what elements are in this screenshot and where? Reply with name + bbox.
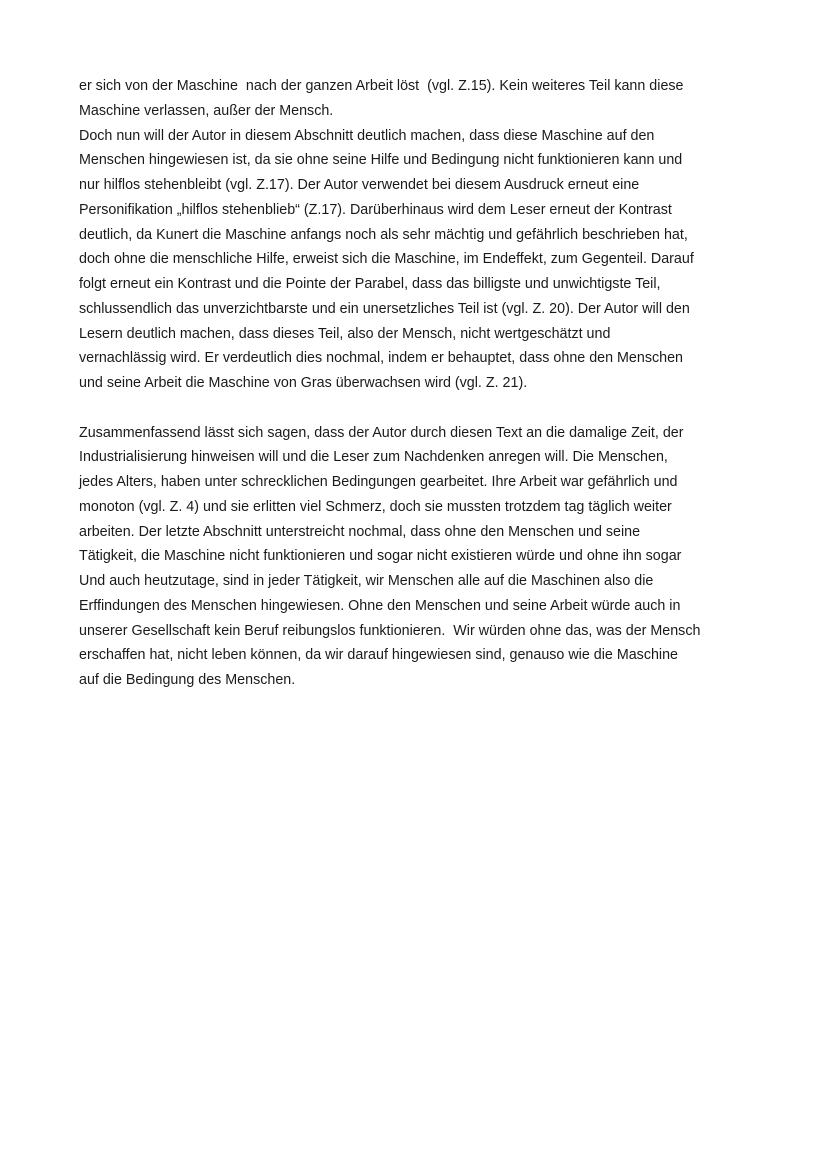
text-line: nur hilflos stehenbleibt (vgl. Z.17). Der Autor verwendet bei diesem Ausdruck erneut eine — [79, 177, 640, 193]
text-line: Tätigkeit, die Maschine nicht funktionieren und sogar nicht existieren würde und ohne ihn sogar — [79, 548, 682, 565]
text-line: und seine Arbeit die Maschine von Gras überwachsen wird (vgl. Z. 21). — [79, 375, 528, 391]
text-line: Maschine verlassen, außer der Mensch. — [79, 102, 334, 119]
text-line: erschaffen hat, nicht leben können, da wir darauf hingewiesen sind, genauso wie die Maschine — [79, 647, 679, 664]
text-line: Zusammenfassend lässt sich sagen, dass der Autor durch diesen Text an die damalige Zeit, der — [79, 424, 684, 441]
text-line: Und auch heutzutage, sind in jeder Tätigkeit, wir Menschen alle auf die Maschinen also die — [79, 573, 654, 589]
document-body — [79, 74, 769, 693]
text-line: Personifikation „hilflos stehenblieb“ (Z.17). Darüberhinaus wird dem Leser erneut der Kontrast — [79, 201, 672, 218]
text-line: Doch nun will der Autor in diesem Abschnitt deutlich machen, dass diese Maschine auf den — [79, 127, 655, 144]
paragraph-conclusion — [79, 421, 769, 693]
paragraph-spacer — [79, 396, 769, 421]
text-line: unserer Gesellschaft kein Beruf reibungslos funktionieren. Wir würden ohne das, was der Mensch — [79, 622, 701, 639]
paragraph-analysis — [79, 74, 769, 396]
text-line: deutlich, da Kunert die Maschine anfangs noch als sehr mächtig und gefährlich beschrieben hat, — [79, 226, 688, 243]
text-line: arbeiten. Der letzte Abschnitt unterstreicht nochmal, dass ohne den Menschen und seine — [79, 523, 641, 540]
text-line: Menschen hingewiesen ist, da sie ohne seine Hilfe und Bedingung nicht funktionieren kann und — [79, 152, 683, 169]
text-line: monoton (vgl. Z. 4) und sie erlitten viel Schmerz, doch sie mussten trotzdem tag täglich weiter — [79, 498, 672, 515]
text-line: jedes Alters, haben unter schrecklichen Bedingungen gearbeitet. Ihre Arbeit war gefährlich und — [79, 474, 678, 490]
text-line: vernachlässig wird. Er verdeutlich dies nochmal, indem er behauptet, dass ohne den Menschen — [79, 350, 683, 367]
text-line: auf die Bedingung des Menschen. — [79, 672, 296, 688]
text-line: schlussendlich das unverzichtbarste und ein unersetzliches Teil ist (vgl. Z. 20). Der Autor will den — [79, 300, 690, 317]
text-line: er sich von der Maschine nach der ganzen Arbeit löst (vgl. Z.15). Kein weiteres Teil kann diese — [79, 78, 684, 94]
text-line: Industrialisierung hinweisen will und die Leser zum Nachdenken anregen will. Die Menschen, — [79, 449, 668, 466]
text-line: Lesern deutlich machen, dass dieses Teil, also der Mensch, nicht wertgeschätzt und — [79, 325, 611, 342]
text-line: folgt erneut ein Kontrast und die Pointe der Parabel, dass das billigste und unwichtigste Teil, — [79, 276, 661, 292]
text-line: Erffindungen des Menschen hingewiesen. Ohne den Menschen und seine Arbeit würde auch in — [79, 597, 681, 614]
text-line: doch ohne die menschliche Hilfe, erweist sich die Maschine, im Endeffekt, zum Gegenteil. Darauf — [79, 251, 694, 268]
